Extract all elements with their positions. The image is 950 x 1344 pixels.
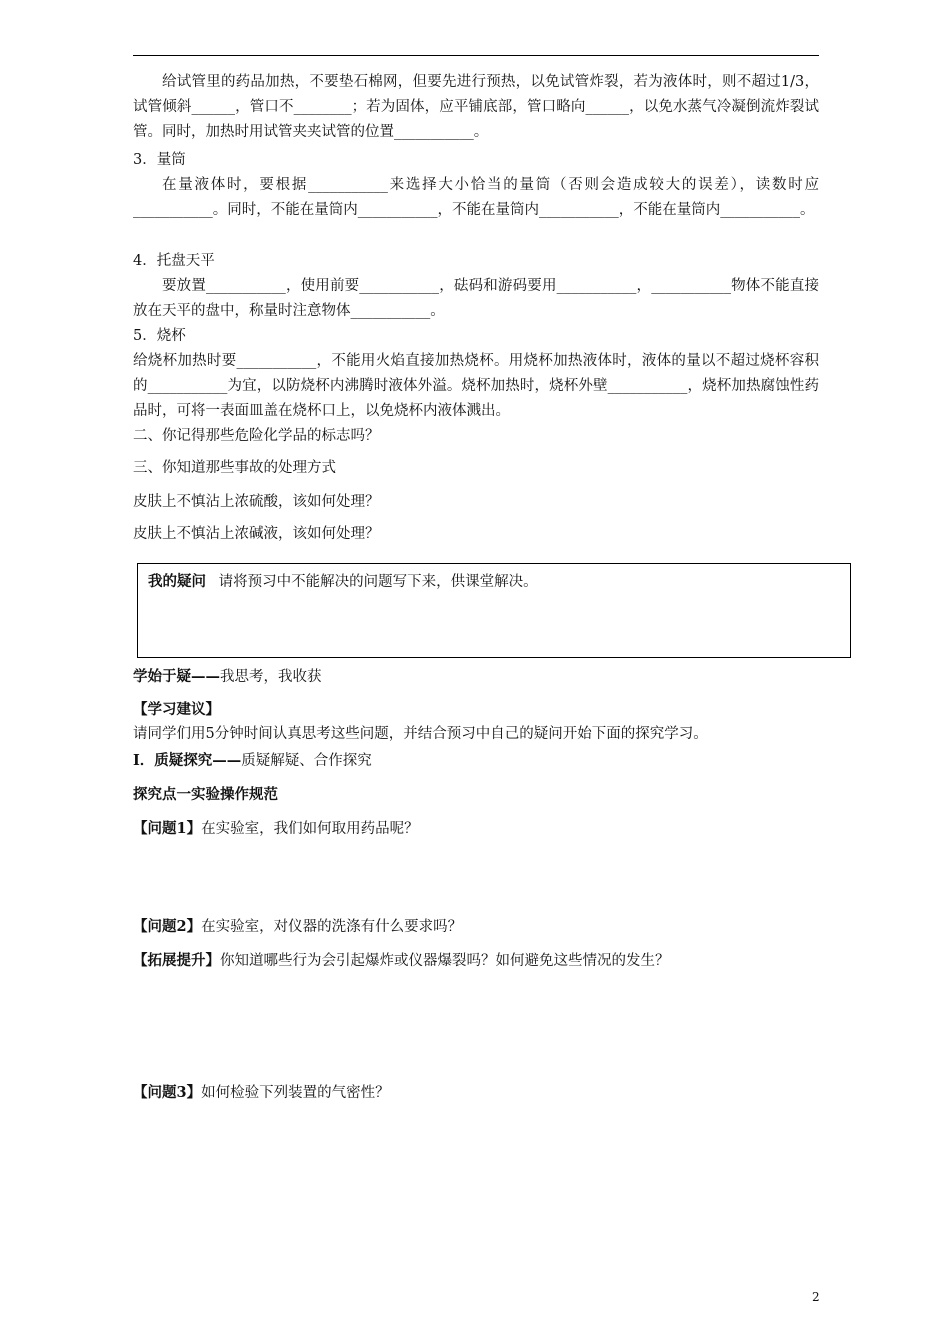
section-hazard-labels bbox=[133, 424, 819, 449]
extend-text: 你知道哪些行为会引起爆炸或仪器爆裂吗？如何避免这些情况的发生？ bbox=[220, 953, 670, 969]
balance-paragraph: 要放置___________，使用前要___________，砝码和游码要用___________，___________物体不能直接放在天平的盘中，称量时注意物体___________。 bbox=[133, 278, 819, 319]
question-2 bbox=[133, 914, 819, 940]
question-2-text: 在实验室，对仪器的洗涤有什么要求吗？ bbox=[201, 919, 463, 935]
heating-section bbox=[133, 70, 819, 145]
section-accidents bbox=[133, 456, 819, 481]
my-questions-instruction: 请将预习中不能解决的问题写下来，供课堂解决。 bbox=[218, 574, 538, 590]
balance-section bbox=[133, 249, 819, 324]
beaker-section bbox=[133, 324, 819, 424]
extend-label: 【拓展提升】 bbox=[133, 952, 220, 969]
section-2-heading: 二、你记得那些危险化学品的标志吗？ bbox=[133, 428, 380, 444]
accident-1 bbox=[133, 490, 819, 515]
heating-paragraph: 给试管里的药品加热，不要垫石棉网，但要先进行预热，以免试管炸裂，若为液体时，则不超过1/3，试管倾斜______，管口不________；若为固体，应平铺底部，管口略向______，以免水蒸气冷凝倒流炸裂试管。同时，加热时用试管夹夹试管的位置___________。 bbox=[133, 74, 819, 140]
my-questions-box bbox=[137, 563, 851, 658]
header-rule bbox=[133, 55, 819, 56]
inquiry-title-normal: 质疑解疑、合作探究 bbox=[241, 753, 372, 769]
question-3-text: 如何检验下列装置的气密性？ bbox=[201, 1085, 390, 1101]
learn-title-normal: 我思考，我收获 bbox=[220, 669, 322, 685]
suggestion-label: 【学习建议】 bbox=[133, 701, 220, 718]
my-questions-label: 我的疑问 bbox=[148, 573, 206, 590]
beaker-paragraph: 给烧杯加热时要___________，不能用火焰直接加热烧杯。用烧杯加热液体时，液体的量以不超过烧杯容积的___________为宜，以防烧杯内沸腾时液体外溢。烧杯加热时，烧杯外壁___________，烧杯加热腐蚀性药品时，可将一表面皿盖在烧杯口上，以免烧杯内液体溅出。 bbox=[133, 353, 819, 419]
learn-title-bold: 学始于疑—— bbox=[133, 668, 220, 685]
section-3-heading: 三、你知道那些事故的处理方式 bbox=[133, 460, 336, 476]
inquiry-title bbox=[133, 748, 819, 774]
accident-acid-question: 皮肤上不慎沾上浓硫酸，该如何处理？ bbox=[133, 494, 380, 510]
point-1 bbox=[133, 782, 819, 807]
inquiry-title-bold: Ⅰ．质疑探究—— bbox=[133, 752, 242, 769]
balance-heading: 4．托盘天平 bbox=[133, 253, 215, 269]
question-3 bbox=[133, 1080, 819, 1106]
cylinder-heading: 3．量筒 bbox=[133, 152, 186, 168]
cylinder-section bbox=[133, 148, 819, 223]
point-1-heading: 探究点一实验操作规范 bbox=[133, 786, 278, 803]
question-1-text: 在实验室，我们如何取用药品呢？ bbox=[201, 821, 419, 837]
extend-section bbox=[133, 948, 819, 974]
beaker-heading: 5．烧杯 bbox=[133, 328, 186, 344]
suggestion-text: 请同学们用5分钟时间认真思考这些问题，并结合预习中自己的疑问开始下面的探究学习。 bbox=[133, 726, 708, 742]
accident-2 bbox=[133, 522, 819, 547]
cylinder-paragraph: 在量液体时，要根据___________来选择大小恰当的量筒（否则会造成较大的误差），读数时应___________。同时，不能在量筒内___________，不能在量筒内___________，不能在量筒内___________。 bbox=[133, 177, 819, 218]
page-number: 2 bbox=[812, 1290, 820, 1304]
question-1-label: 【问题1】 bbox=[133, 820, 202, 837]
suggestion-section bbox=[133, 697, 819, 747]
accident-alkali-question: 皮肤上不慎沾上浓碱液，该如何处理？ bbox=[133, 526, 380, 542]
question-1 bbox=[133, 816, 819, 842]
question-3-label: 【问题3】 bbox=[133, 1084, 202, 1101]
question-2-label: 【问题2】 bbox=[133, 918, 202, 935]
learn-title bbox=[133, 664, 819, 690]
